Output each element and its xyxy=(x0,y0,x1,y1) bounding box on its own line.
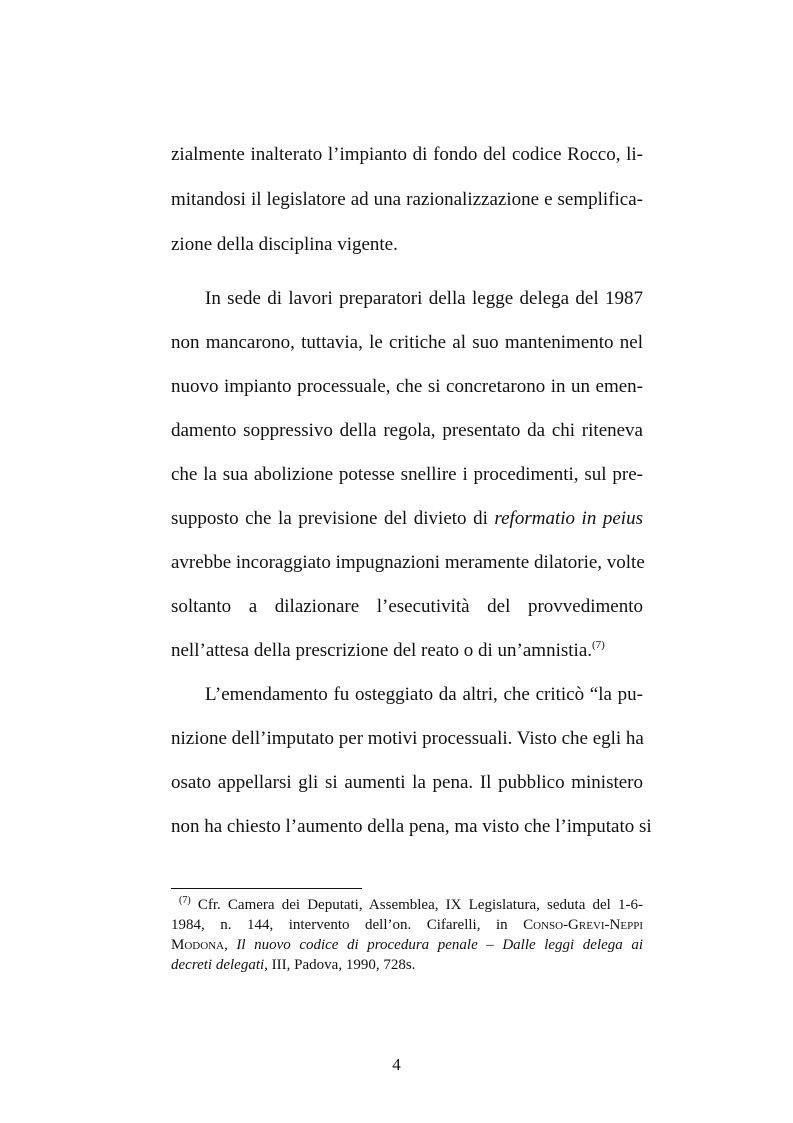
paragraph-2-line-6-text: supposto che la previsione del divieto di xyxy=(171,508,495,529)
reformatio-in-peius-italic: reformatio in peius xyxy=(494,508,643,529)
footnote-line-4-text: III, Padova, 1990, 728s. xyxy=(267,957,416,973)
paragraph-2-line-2: non mancarono, tuttavia, le critiche al suo mantenimento nel xyxy=(171,332,643,353)
footnote-line-3-sep: , xyxy=(224,937,237,953)
footnote-authors-small-caps: Conso-Grevi-Neppi xyxy=(523,917,643,933)
footnote-author-modona: Modona xyxy=(171,937,225,953)
footnote-line-1-text: Cfr. Camera dei Deputati, Assemblea, IX Legislatura, seduta del 1-6- xyxy=(190,897,643,913)
paragraph-3-line-1: L’emendamento fu osteggiato da altri, che criticò “la pu- xyxy=(205,684,643,705)
footnote-book-title-cont: decreti delegati, xyxy=(171,957,268,973)
footnote-line-1 xyxy=(171,895,643,915)
footnote-book-title: Il nuovo codice di procedura penale – Dalle leggi delega ai xyxy=(236,937,643,953)
paragraph-2-line-9-text: nell’attesa della prescrizione del reato o di un’amnistia. xyxy=(171,640,592,661)
page-number: 4 xyxy=(392,1055,401,1074)
paragraph-2-line-4: damento soppressivo della regola, presentato da chi riteneva xyxy=(171,420,643,441)
footnote-reference-7[interactable]: (7) xyxy=(592,639,605,651)
paragraph-2-line-8: soltanto a dilazionare l’esecutività del provvedimento xyxy=(171,596,643,617)
paragraph-3-line-4: non ha chiesto l’aumento della pena, ma visto che l’imputato si xyxy=(171,816,652,837)
footnote-separator xyxy=(171,888,362,889)
paragraph-1-line-2: mitandosi il legislatore ad una razionalizzazione e semplifica- xyxy=(171,189,643,210)
paragraph-2-line-6 xyxy=(171,506,643,532)
paragraph-2-line-3: nuovo impianto processuale, che si concretarono in un emen- xyxy=(171,376,643,397)
paragraph-2-line-1: In sede di lavori preparatori della legge delega del 1987 xyxy=(205,288,643,309)
paragraph-1-line-3: zione della disciplina vigente. xyxy=(171,234,398,255)
footnote-line-4 xyxy=(171,955,643,975)
paragraph-3-line-3: osato appellarsi gli si aumenti la pena. Il pubblico ministero xyxy=(171,772,643,793)
footnote-line-2 xyxy=(171,915,643,935)
paragraph-3-line-2: nizione dell’imputato per motivi processuali. Visto che egli ha xyxy=(171,728,644,749)
paragraph-1-line-1: zialmente inalterato l’impianto di fondo del codice Rocco, li- xyxy=(171,144,643,165)
paragraph-2-line-7: avrebbe incoraggiato impugnazioni meramente dilatorie, volte xyxy=(171,552,645,573)
footnote-marker: (7) xyxy=(179,895,191,906)
footnote-line-2-text: 1984, n. 144, intervento dell’on. Cifarelli, in xyxy=(171,917,524,933)
paragraph-2-line-9 xyxy=(171,638,643,664)
footnote-line-3 xyxy=(171,935,643,955)
paragraph-2-line-5: che la sua abolizione potesse snellire i procedimenti, sul pre- xyxy=(171,464,643,485)
